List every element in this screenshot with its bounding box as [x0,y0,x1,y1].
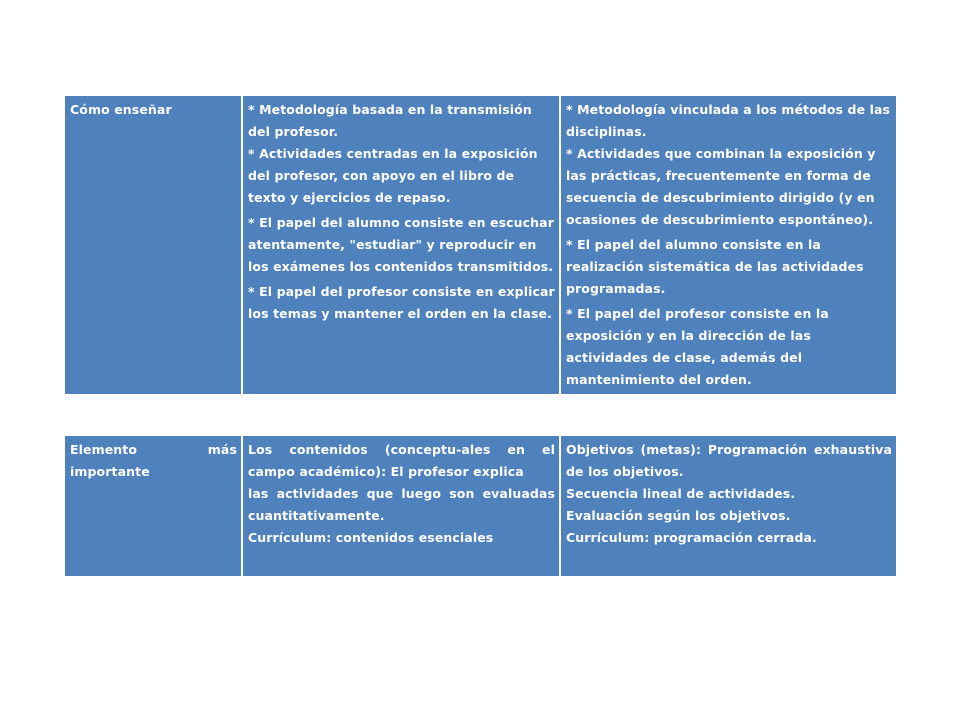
cell-paragraph: Currículum: programación cerrada. [566,530,817,545]
cell-paragraph: * Metodología basada en la transmisión del profesor. [248,102,532,139]
row-label: Elemento más importante [70,442,237,479]
elemento-importante-table [65,436,896,576]
cell-paragraph: Secuencia lineal de actividades. [566,486,796,501]
cell-paragraph: * El papel del alumno consiste en la realización sistemática de las actividades programadas. [566,237,864,296]
cell-paragraph: * Metodología vinculada a los métodos de las disciplinas. [566,102,891,139]
cell-paragraph: Evaluación según los objetivos. [566,508,791,523]
cell-paragraph: * Actividades centradas en la exposición del profesor, con apoyo en el libro de texto y ejercicios de repaso. [248,146,538,205]
tradicional-cell [242,96,560,394]
cell-paragraph: * Actividades que combinan la exposición y las prácticas, frecuentemente en forma de secuencia de descubrimiento dirigido (y en ocasiones de descubrimiento espontáneo). [566,146,876,227]
cell-paragraph: * El papel del profesor consiste en explicar los temas y mantener el orden en la clase. [248,284,555,321]
tecnologico-cell [560,96,896,394]
cell-paragraph: las actividades que luego son evaluadas cuantitativamente. [248,486,555,523]
cell-paragraph: Currículum: contenidos esenciales [248,530,494,545]
cell-paragraph: * El papel del profesor consiste en la exposición y en la dirección de las actividades de clase, además del mantenimiento del orden. [566,306,829,387]
row-label-cell [65,96,242,394]
tecnologico-cell [560,436,896,576]
como-ensenar-table [65,96,896,394]
cell-paragraph: Objetivos (metas): Programación exhaustiva de los objetivos. [566,442,892,479]
row-label: Cómo enseñar [70,102,172,117]
table-row [65,96,896,394]
cell-paragraph: Los contenidos (conceptu-ales en el campo académico): El profesor explica [248,442,555,479]
cell-paragraph: * El papel del alumno consiste en escuchar atentamente, "estudiar" y reproducir en los exámenes los contenidos transmitidos. [248,215,554,274]
table-row [65,436,896,576]
row-label-cell [65,436,242,576]
tradicional-cell [242,436,560,576]
